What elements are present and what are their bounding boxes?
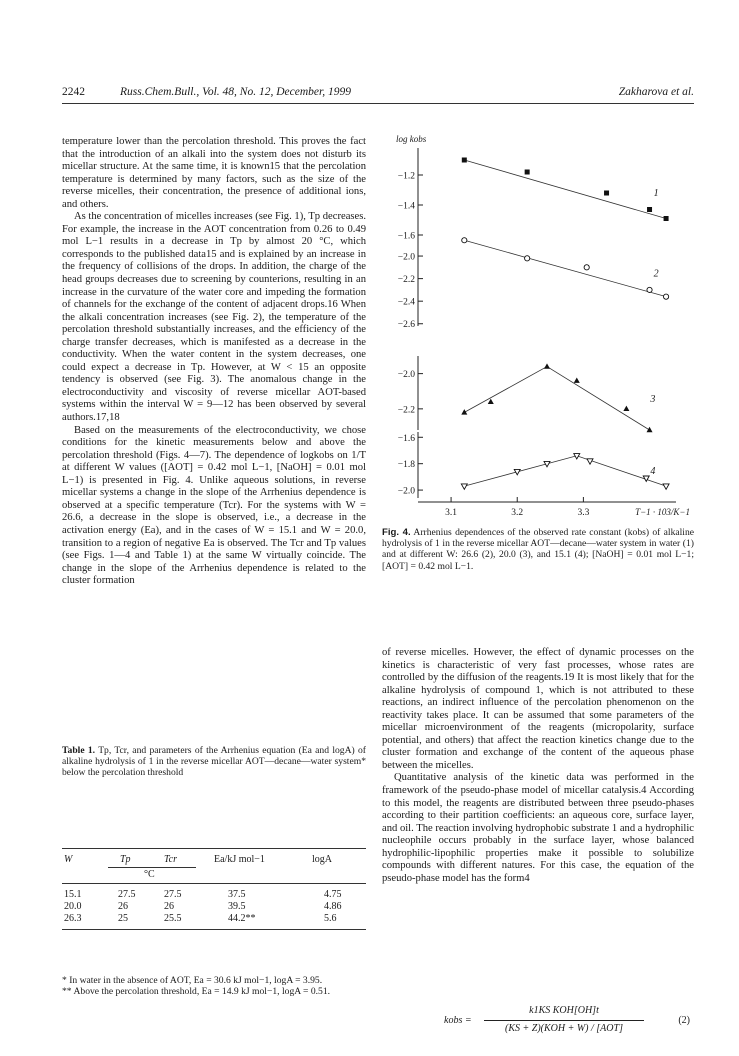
- data-point: [574, 377, 580, 382]
- data-point: [525, 170, 530, 175]
- equation-2: [382, 1005, 694, 1039]
- journal-citation: Russ.Chem.Bull., Vol. 48, No. 12, December, 1999: [120, 86, 351, 98]
- table-cell: 4.75: [324, 889, 342, 900]
- data-point: [623, 406, 629, 411]
- series-label: 1: [653, 188, 659, 199]
- col-header-loga: logA: [312, 854, 332, 865]
- equation-denominator: (KS + Z)(KOH + W) / [AOT]: [505, 1023, 623, 1034]
- table-cell: 15.1: [64, 889, 82, 900]
- left-column: [62, 136, 366, 588]
- col-header-w: W: [64, 854, 73, 865]
- x-axis-label: T−1 · 103/K−1: [635, 507, 690, 517]
- running-authors: Zakharova et al.: [618, 86, 694, 98]
- fraction-bar: [484, 1020, 644, 1021]
- col-header-tcr: Tcr: [164, 854, 177, 865]
- y-tick-label: −1.2: [397, 171, 415, 182]
- footnote: * In water in the absence of AOT, Ea = 30.6 kJ mol−1, logA = 3.95.: [62, 975, 323, 986]
- table-cell: 37.5: [228, 889, 246, 900]
- equation-number: (2): [678, 1015, 690, 1026]
- y-axis-title: log kobs: [396, 134, 427, 144]
- footnote: ** Above the percolation threshold, Ea = 14.9 kJ mol−1, logA = 0.51.: [62, 986, 331, 998]
- table-cell: 20.0: [64, 901, 82, 912]
- series-label: 2: [653, 268, 659, 280]
- y-tick-label: −1.8: [397, 460, 415, 471]
- data-point: [604, 191, 609, 196]
- series-label: 4: [650, 466, 656, 478]
- y-tick-label: −2.6: [397, 320, 415, 331]
- y-tick-label: −2.0: [397, 370, 415, 381]
- table-caption-label: Table 1.: [62, 745, 96, 756]
- table-cell: 27.5: [164, 889, 182, 900]
- fit-line: [464, 367, 649, 430]
- y-tick-label: −2.0: [397, 252, 415, 263]
- y-tick-label: −1.4: [397, 201, 415, 212]
- data-point: [584, 265, 589, 270]
- data-point: [488, 399, 494, 404]
- figure-caption-label: Fig. 4.: [382, 527, 411, 538]
- table-rule: [62, 848, 366, 849]
- table-cell: 27.5: [118, 889, 136, 900]
- col-unit: °C: [144, 869, 155, 880]
- table-cell: 4.86: [324, 901, 342, 912]
- y-tick-label: −1.6: [397, 231, 415, 242]
- table-cell: 25.5: [164, 913, 182, 924]
- y-tick-label: −2.0: [397, 486, 415, 497]
- table-cell: 26: [118, 901, 128, 912]
- table-rule: [62, 929, 366, 930]
- table-cell: 26.3: [64, 913, 82, 924]
- table-footnotes: [62, 975, 366, 997]
- col-header-tp: Tp: [120, 854, 131, 865]
- right-column: [382, 647, 694, 885]
- table-subrule: [108, 867, 196, 868]
- paragraph: temperature lower than the percolation threshold. This proves the fact that the introduction of an alkali into the system does not disturb its micellar structure. At the same time, it is known15 that the percolation temperature is determined by many factors, such as the size of the reverse micelles, their concentration, the presence of additional ions, and others.: [62, 136, 366, 210]
- data-point: [664, 216, 669, 221]
- paragraph: Based on the measurements of the electroconductivity, we chose conditions for the kinetic measurements below and above the percolation threshold (Figs. 4—7). The dependence of logkobs on 1/T at different W values ([AOT] = 0.42 mol L−1, [NaOH] = 0.01 mol L−1) is presented in Fig. 4. Unlike aqueous solutions, in reverse micellar systems a change in the slope of the Arrhenius dependence is observed at a specific temperature (Tcr). For the systems with W = 26.6, a decrease in the slope is observed, i.e., a decrease in the activation energy (Ea), and in the cases of W = 15.1 and W = 20.0, transition to a region of negative Ea is observed. The Tcr and Tp values (see Figs. 1—4 and Table 1) at the same W virtually coincide. The change in the slope of the Arrhenius dependence is related to the cluster formation: [62, 424, 366, 587]
- data-point: [544, 363, 550, 368]
- table-cell: 26: [164, 901, 174, 912]
- header-rule: [62, 103, 694, 104]
- running-header: [62, 86, 694, 102]
- page-number: 2242: [62, 86, 85, 98]
- data-point: [647, 207, 652, 212]
- paragraph: of reverse micelles. However, the effect of dynamic processes on the kinetics is characteristic of very fast processes, whose rates are controlled by the diffusion of the reagents.19 It is most likely that for the alkaline hydrolysis of compound 1, which is not attributed to these reactions, an indirect influence of the percolation phenomenon on the reactivity takes place. It can be assumed that some parameters of the micellar microenvironment of the reagents (micropolarity, surface potential, and others) that affect the reaction kinetics change due to the cluster formation and exchange of the content of the aqueous phase between the micelles.: [382, 647, 694, 771]
- table-cell: 5.6: [324, 913, 337, 924]
- table-caption: [62, 745, 366, 779]
- fit-line: [464, 160, 666, 219]
- x-tick-label: 3.2: [511, 508, 524, 518]
- data-point: [461, 409, 467, 414]
- y-tick-label: −2.2: [397, 405, 415, 416]
- equation-lhs: kobs =: [444, 1015, 472, 1026]
- x-tick-label: 3.3: [577, 508, 590, 518]
- fit-line: [464, 240, 666, 296]
- figure-caption: [382, 527, 694, 572]
- data-point: [462, 158, 467, 163]
- table-cell: 44.2**: [228, 913, 256, 924]
- fit-line: [464, 456, 666, 486]
- data-point: [663, 484, 669, 489]
- data-point: [647, 287, 652, 292]
- series-label: 3: [650, 393, 656, 405]
- figure-caption-text: Arrhenius dependences of the observed rate constant (kobs) of alkaline hydrolysis of 1 in the reverse micellar AOT—decane—water system in water (1) and at different W: 26.6 (2), 20.0 (3), and 15.1 (4); [NaOH] = 0.01 mol L−1; [AOT] = 0.42 mol L−1.: [382, 527, 695, 572]
- paragraph: As the concentration of micelles increases (see Fig. 1), Tp decreases. For example, the increase in the AOT concentration from 0.26 to 0.49 mol L−1 results in a decrease in Tp by almost 20 °C, which corresponds to the published data15 and is explained by an increase in the frequency of collisions of the drops. In addition, the charge of the head groups decreases due to screening by counterions, resulting in an increase in the curvature of the water core and impeding the formation of channels for the exchange of the content of adjacent drops.16 When the alkali concentration increases (see Fig. 2), the temperature of the percolation threshold substantially increases, and the efficiency of the charge transfer decreases, which is manifested as a decrease in the conductivity. When the water content in the system decreases, one could expect a decrease in Tp. However, at W < 15 an opposite tendency is observed (see Fig. 3). The anomalous change in the electroconductivity and viscosity of reverse micellar AOT-based systems within the interval W = 9—12 has been observed by several authors.17,18: [62, 211, 366, 424]
- table-cell: 39.5: [228, 901, 246, 912]
- table-rule: [62, 883, 366, 884]
- table-cell: 25: [118, 913, 128, 924]
- table-caption-text: Tp, Tcr, and parameters of the Arrhenius equation (Ea and logA) of alkaline hydrolysis of 1 in the reverse micellar AOT—decane—water system* below the percolation threshold: [62, 745, 366, 779]
- x-tick-label: 3.1: [445, 508, 458, 518]
- arrhenius-figure: [382, 130, 694, 522]
- paragraph: Quantitative analysis of the kinetic data was performed in the framework of the pseudo-phase model of micellar catalysis.4 According to this model, the reagents are distributed between three pseudo-phases according to their partition coefficients: an aqueous core, surface layer, and oil. The reaction involving hydrophobic substrate 1 and a hydrophilic nucleophile occurs probably in the surface layer, whose balanced hydrophilic-lipophilic properties make it possible to solubilize compounds with different natures. For this case, the equation of the pseudo-phase model has the form4: [382, 772, 694, 884]
- col-header-ea: Ea/kJ mol−1: [214, 854, 265, 865]
- data-point: [461, 484, 467, 489]
- data-point: [663, 294, 668, 299]
- data-point: [587, 459, 593, 464]
- y-tick-label: −1.6: [397, 433, 415, 444]
- data-point: [525, 256, 530, 261]
- y-tick-label: −2.4: [397, 297, 415, 308]
- equation-numerator: k1KS KOH[OH]t: [529, 1005, 599, 1016]
- data-point: [462, 238, 467, 243]
- data-point: [647, 427, 653, 432]
- y-tick-label: −2.2: [397, 275, 415, 286]
